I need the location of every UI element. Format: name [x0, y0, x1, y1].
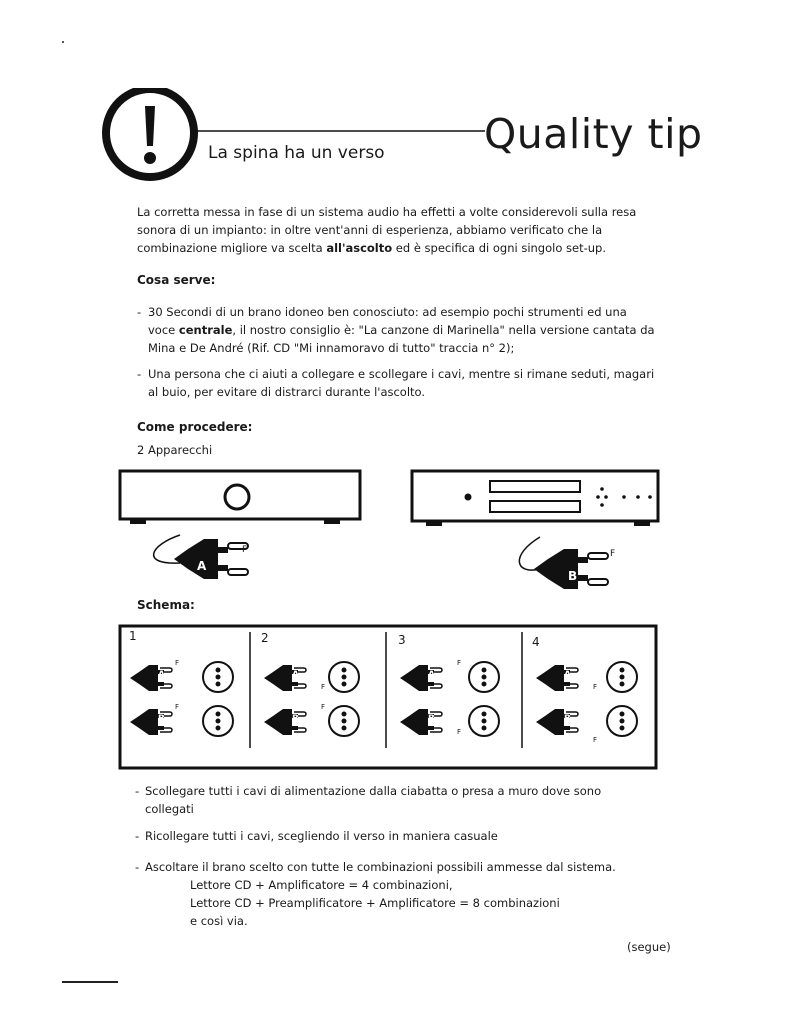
- schema-plug-label: A: [564, 670, 571, 680]
- list-item-bold: centrale: [178, 323, 233, 337]
- schema-combo-4: [536, 662, 637, 736]
- schema-col-1-number: 1: [129, 629, 137, 643]
- step-item: [135, 858, 625, 876]
- schema-col-4-number: 4: [532, 635, 540, 649]
- dash: -: [137, 367, 142, 381]
- schema-f-label: F: [321, 703, 326, 711]
- schema-plug-label: A: [292, 670, 299, 680]
- schema-f-label: F: [457, 659, 462, 667]
- section-heading-cosa-serve: Cosa serve:: [137, 273, 216, 287]
- schema-f-label: F: [457, 728, 462, 736]
- step-text: Ascoltare il brano scelto con tutte le combinazioni possibili ammesse dal sistema.: [145, 860, 616, 874]
- list-item-text: 30 Secondi di un brano idoneo ben conosciuto: ad esempio pochi strumenti ed una voce: [148, 305, 627, 337]
- schema-plug-label: A: [158, 670, 165, 680]
- list-item-text-end: , il nostro consiglio è: "La canzone di Marinella" nella versione cantata da Mina e De André (Rif. CD "Mi innamoravo di tutto" traccia n° 2);: [148, 323, 655, 355]
- cd-player-icon: [412, 471, 658, 526]
- schema-f-label: F: [321, 683, 326, 691]
- plug-a-label: A: [197, 559, 207, 573]
- combo-line: Lettore CD + Amplificatore = 4 combinazioni,: [190, 878, 453, 892]
- schema-plug-label: B: [428, 714, 435, 724]
- section-heading-schema: Schema:: [137, 598, 195, 612]
- schema-plug-label: B: [564, 714, 571, 724]
- page-title: Quality tip: [484, 110, 703, 158]
- schema-col-3-number: 3: [398, 633, 406, 647]
- intro-text-end: ed è specifica di ogni singolo set-up.: [392, 241, 607, 255]
- list-item-text: Una persona che ci aiuti a collegare e scollegare i cavi, mentre si rimane seduti, magari al buio, per evitare di distrarci durante l'ascolto.: [148, 367, 655, 399]
- intro-bold: all'ascolto: [326, 241, 393, 255]
- schema-f-label: F: [175, 703, 180, 711]
- page-subtitle: La spina ha un verso: [208, 143, 385, 163]
- schema-combo-1: [130, 662, 233, 736]
- schema-diagram: [118, 624, 658, 770]
- schema-combo-2: [264, 662, 359, 736]
- dash: -: [135, 784, 140, 798]
- schema-plug-label: B: [158, 714, 165, 724]
- schema-plug-label: A: [428, 670, 435, 680]
- exclamation-icon: [106, 89, 194, 177]
- list-item: [137, 365, 657, 401]
- dash: -: [135, 829, 140, 843]
- step-text: Ricollegare tutti i cavi, scegliendo il verso in maniera casuale: [145, 829, 498, 843]
- amplifier-icon: [120, 471, 360, 524]
- devices-illustration: [110, 465, 680, 595]
- step-text: Scollegare tutti i cavi di alimentazione dalla ciabatta o presa a muro dove sono collegati: [145, 784, 602, 816]
- schema-col-2-number: 2: [261, 631, 269, 645]
- segue-label: (segue): [627, 940, 671, 954]
- schema-f-label: F: [593, 683, 598, 691]
- plug-b-f-label: F: [610, 549, 616, 559]
- dash: -: [135, 860, 140, 874]
- intro-paragraph: [137, 203, 677, 257]
- section-heading-come-procedere: Come procedere:: [137, 420, 253, 434]
- plug-a-f-label: F: [242, 545, 248, 555]
- schema-plug-label: B: [292, 714, 299, 724]
- schema-f-label: F: [593, 736, 598, 744]
- schema-f-label: F: [175, 659, 180, 667]
- step-item: [135, 827, 615, 845]
- plug-b-label: B: [568, 569, 578, 583]
- step-item: [135, 782, 615, 818]
- intro-text: La corretta messa in fase di un sistema audio ha effetti a volte considerevoli sulla resa sonora di un impianto: in oltre vent'anni di esperienza, abbiamo verificato che la combinazione migliore va scelta: [137, 205, 637, 255]
- list-item: [137, 303, 657, 357]
- schema-combo-3: [400, 662, 499, 736]
- page-bottom-rule: [62, 981, 118, 983]
- combo-line: Lettore CD + Preamplificatore + Amplificatore = 8 combinazioni: [190, 896, 560, 910]
- dash: -: [137, 305, 142, 319]
- plug-b-icon: [519, 537, 608, 589]
- devices-label: 2 Apparecchi: [137, 443, 213, 457]
- combo-line: e così via.: [190, 914, 248, 928]
- page-speck: [62, 41, 64, 43]
